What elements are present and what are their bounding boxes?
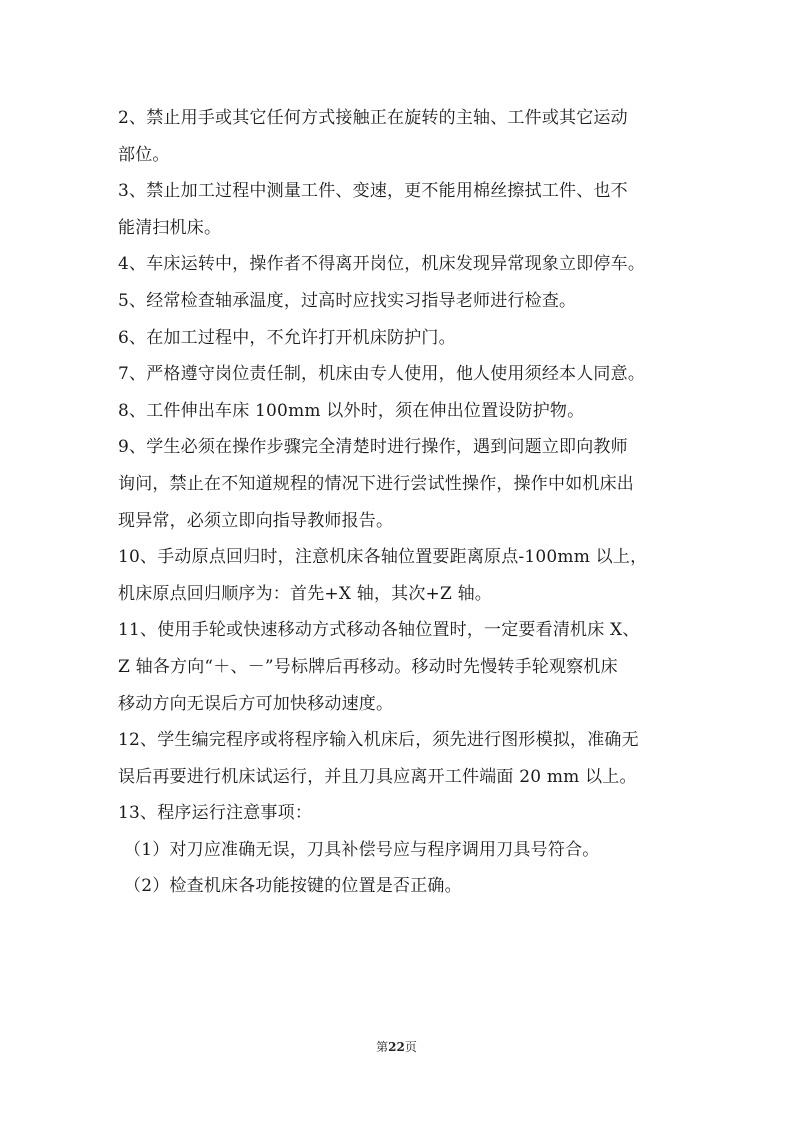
text-line: 12、学生编完程序或将程序输入机床后，须先进行图形模拟，准确无: [118, 730, 639, 751]
paragraph: [124, 868, 678, 905]
text-line: 现异常，必须立即向指导教师报告。: [118, 510, 394, 531]
text-line: 误后再要进行机床试运行，并且刀具应离开工件端面 20 mm 以上。: [118, 766, 637, 787]
paragraph: [118, 173, 678, 246]
document-body: [118, 100, 678, 905]
paragraph: [118, 539, 678, 612]
text-line: 2、禁止用手或其它任何方式接触正在旋转的主轴、工件或其它运动: [118, 108, 628, 128]
text-line: 机床原点回归顺序为：首先+X 轴，其次+Z 轴。: [118, 583, 493, 604]
text-line: 部位。: [118, 144, 170, 165]
text-line: 11、使用手轮或快速移动方式移动各轴位置时，一定要看清机床 X、: [118, 620, 640, 641]
paragraph: [118, 283, 678, 320]
text-line: Z 轴各方向“＋、－”号标牌后再移动。移动时先慢转手轮观察机床: [118, 656, 618, 677]
page-number: 22: [388, 1040, 405, 1054]
paragraph: [118, 356, 678, 393]
paragraph: [124, 832, 678, 869]
paragraph: [118, 795, 678, 832]
text-line: 6、在加工过程中，不允许打开机床防护门。: [118, 327, 456, 348]
footer-prefix: 第: [376, 1040, 389, 1054]
text-line: 13、程序运行注意事项：: [118, 803, 313, 824]
paragraph: [118, 393, 678, 430]
text-line: （2）检查机床各功能按键的位置是否正确。: [124, 876, 462, 897]
text-line: 5、经常检查轴承温度，过高时应找实习指导老师进行检查。: [118, 290, 577, 311]
text-line: 10、手动原点回归时，注意机床各轴位置要距离原点-100mm 以上，: [118, 547, 648, 568]
paragraph: [118, 320, 678, 357]
paragraph: [118, 246, 678, 283]
page-footer: [0, 1038, 793, 1055]
text-line: 4、车床运转中，操作者不得离开岗位，机床发现异常现象立即停车。: [118, 254, 646, 275]
paragraph: [118, 722, 678, 795]
text-line: 7、严格遵守岗位责任制，机床由专人使用，他人使用须经本人同意。: [118, 364, 646, 385]
text-line: 3、禁止加工过程中测量工件、变速，更不能用棉丝擦拭工件、也不: [118, 181, 628, 202]
text-line: 询问，禁止在不知道规程的情况下进行尝试性操作，操作中如机床出: [118, 473, 634, 494]
text-line: （1）对刀应准确无误，刀具补偿号应与程序调用刀具号符合。: [124, 839, 600, 860]
paragraph: [118, 429, 678, 539]
text-line: 能清扫机床。: [118, 217, 222, 238]
paragraph: [118, 100, 678, 173]
text-line: 移动方向无误后方可加快移动速度。: [118, 693, 394, 714]
footer-suffix: 页: [404, 1040, 417, 1054]
text-line: 9、学生必须在操作步骤完全清楚时进行操作，遇到问题立即向教师: [118, 437, 628, 458]
text-line: 8、工件伸出车床 100mm 以外时，须在伸出位置设防护物。: [118, 400, 585, 421]
paragraph: [118, 612, 678, 722]
